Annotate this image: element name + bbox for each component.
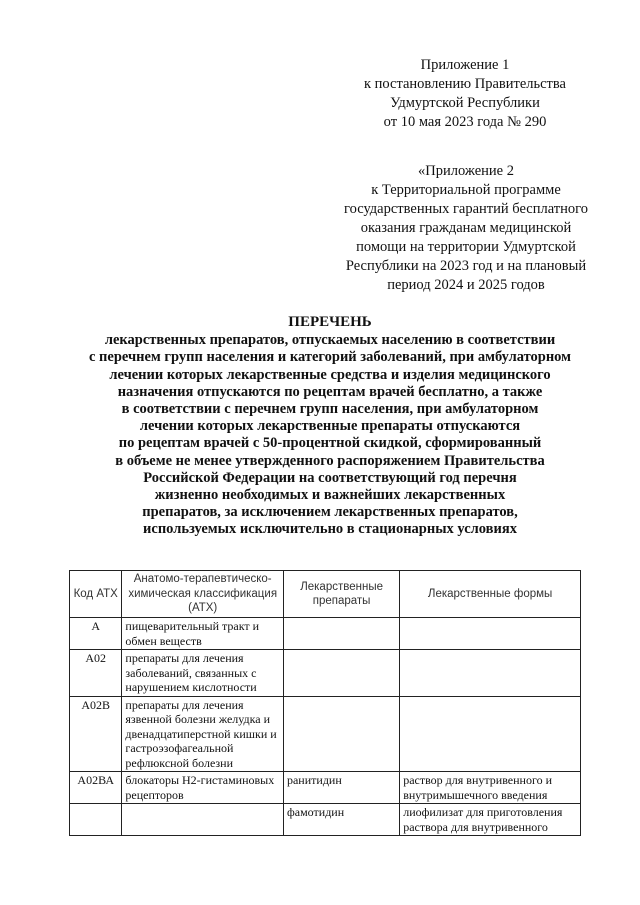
title-line: препаратов, за исключением лекарственных препаратов, bbox=[142, 504, 518, 521]
table-row bbox=[70, 650, 581, 697]
cell-form: раствор для внутривенного и внутримышечного введения bbox=[400, 772, 581, 804]
title-line: лечении которых лекарственные средства и изделия медицинского bbox=[109, 366, 551, 383]
table-row bbox=[70, 772, 581, 804]
title-heading: ПЕРЕЧЕНЬ bbox=[288, 314, 372, 330]
cell-atc-class: препараты для лечения язвенной болезни желудка и двенадцатиперстной кишки и гастроэзофагеальной рефлюксной болезни bbox=[122, 696, 284, 772]
cell-code bbox=[70, 804, 122, 836]
appendix-2-line: «Приложение 2 bbox=[418, 163, 514, 179]
cell-code: А02ВА bbox=[70, 772, 122, 804]
cell-form bbox=[400, 618, 581, 650]
cell-form bbox=[400, 696, 581, 772]
title-line: с перечнем групп населения и категорий заболеваний, при амбулаторном bbox=[88, 349, 572, 366]
cell-drug bbox=[283, 618, 399, 650]
table-row bbox=[70, 618, 581, 650]
header-forms: Лекарственные формы bbox=[400, 571, 581, 618]
appendix-2-line: оказания гражданам медицинской bbox=[360, 220, 572, 236]
table-row bbox=[70, 804, 581, 836]
header-code: Код АТХ bbox=[70, 571, 122, 618]
cell-atc-class: блокаторы Н2-гистаминовых рецепторов bbox=[122, 772, 284, 804]
cell-code: А02В bbox=[70, 696, 122, 772]
appendix-1-line: Приложение 1 bbox=[420, 57, 510, 73]
document-title bbox=[60, 314, 600, 539]
table-header-row bbox=[70, 571, 581, 618]
drug-list-table bbox=[69, 570, 581, 836]
title-line: лечении которых лекарственные препараты отпускаются bbox=[139, 418, 521, 435]
title-line: по рецептам врачей с 50-процентной скидкой, сформированный bbox=[118, 435, 542, 452]
header-drugs: Лекарственные препараты bbox=[283, 571, 399, 618]
appendix-2-line: к Территориальной программе bbox=[371, 182, 561, 198]
title-line: лекарственных препаратов, отпускаемых населению в соответствии bbox=[104, 332, 556, 349]
table-row bbox=[70, 696, 581, 772]
header-atc-class: Анатомо-терапевтическо-химическая классификация (АТХ) bbox=[122, 571, 284, 618]
cell-atc-class: препараты для лечения заболеваний, связанных с нарушением кислотности bbox=[122, 650, 284, 697]
title-line: в объеме не менее утвержденного распоряжением Правительства bbox=[115, 452, 545, 469]
cell-atc-class: пищеварительный тракт и обмен веществ bbox=[122, 618, 284, 650]
cell-code: А02 bbox=[70, 650, 122, 697]
appendix-2-line: помощи на территории Удмуртской bbox=[356, 239, 576, 255]
appendix-2-line: период 2024 и 2025 годов bbox=[387, 277, 545, 293]
appendix-2-line: Республики на 2023 год и на плановый bbox=[345, 258, 587, 274]
cell-drug: ранитидин bbox=[283, 772, 399, 804]
title-line: Российской Федерации на соответствующий год перечня bbox=[143, 469, 517, 486]
title-line: назначения отпускаются по рецептам врачей бесплатно, а также bbox=[117, 383, 543, 400]
cell-drug: фамотидин bbox=[283, 804, 399, 836]
cell-code: А bbox=[70, 618, 122, 650]
appendix-2-header bbox=[316, 162, 616, 295]
title-line: в соответствии с перечнем групп населения, при амбулаторном bbox=[121, 401, 539, 418]
cell-atc-class bbox=[122, 804, 284, 836]
appendix-1-line: Удмуртской Республики bbox=[390, 95, 540, 111]
cell-drug bbox=[283, 650, 399, 697]
appendix-1-line: от 10 мая 2023 года № 290 bbox=[383, 114, 547, 130]
cell-form: лиофилизат для приготовления раствора для внутривенного bbox=[400, 804, 581, 836]
cell-drug bbox=[283, 696, 399, 772]
appendix-1-line: к постановлению Правительства bbox=[364, 76, 566, 92]
title-line: жизненно необходимых и важнейших лекарственных bbox=[154, 487, 506, 504]
appendix-2-line: государственных гарантий бесплатного bbox=[344, 201, 588, 217]
cell-form bbox=[400, 650, 581, 697]
title-line: используемых исключительно в стационарных условиях bbox=[143, 521, 517, 538]
appendix-1-header bbox=[330, 56, 600, 132]
